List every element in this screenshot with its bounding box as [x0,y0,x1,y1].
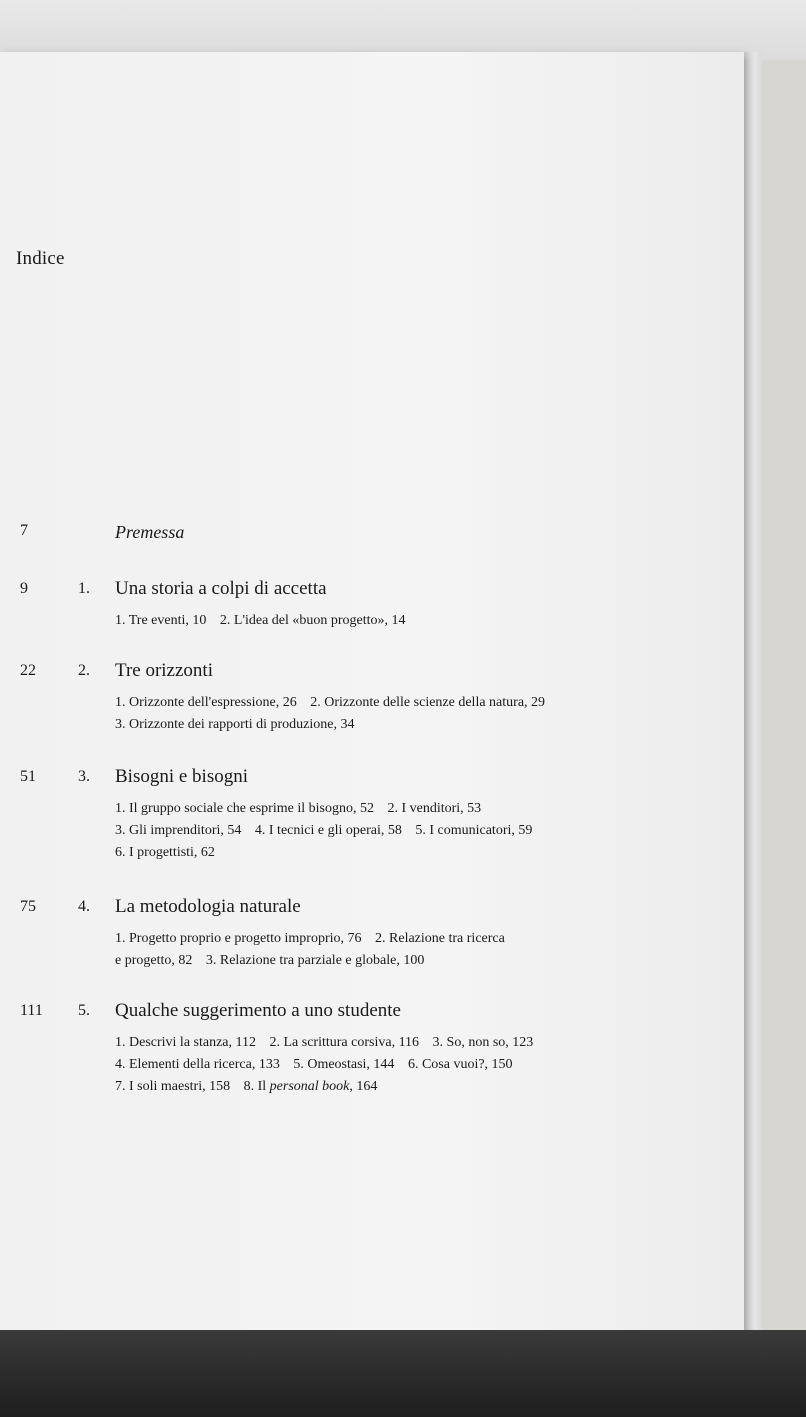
toc-sections [115,928,515,972]
book-page [0,52,744,1340]
page-title: Indice [16,248,65,269]
toc-section: 3. Gli imprenditori, 54 [115,823,242,838]
toc-section-line [115,692,555,714]
toc-section: 1. Tre eventi, 10 [115,613,207,628]
toc-page-number: 111 [20,1002,43,1019]
toc-section: 2. Relazione tra ricerca [375,931,505,946]
background-top [0,0,806,60]
toc-sections [115,692,555,736]
toc-section: 1. Il gruppo sociale che esprime il bisogno, 52 [115,801,374,816]
toc-section: 2. L'idea del «buon progetto», 14 [219,613,406,628]
toc-section-line [115,842,542,864]
background-bottom [0,1330,806,1417]
toc-chapter-number: 2. [78,662,90,679]
toc-page-number: 7 [20,522,28,539]
toc-page-number: 9 [20,580,28,597]
toc-sections [115,1032,543,1098]
toc-section-prefix: 8. Il [243,1079,270,1094]
toc-chapter-number: 1. [78,580,90,597]
toc-section: 7. I soli maestri, 158 [115,1079,231,1094]
toc-chapter-title: Una storia a colpi di accetta [115,578,327,599]
toc-section: 3. So, non so, 123 [432,1035,534,1050]
toc-section: 1. Descrivi la stanza, 112 [115,1035,256,1050]
toc-chapter-number: 5. [78,1002,90,1019]
toc-section: e progetto, 82 [115,953,193,968]
toc-chapter-title: Qualche suggerimento a uno studente [115,1000,401,1021]
toc-section: 3. Relazione tra parziale e globale, 100 [205,953,425,968]
toc-section-line [115,714,555,736]
toc-section: 6. Cosa vuoi?, 150 [407,1057,513,1072]
toc-page-number: 75 [20,898,36,915]
toc-section-line [115,1054,543,1076]
toc-section: 4. I tecnici e gli operai, 58 [254,823,402,838]
toc-chapter-title: Premessa [115,522,185,542]
toc-section: 1. Progetto proprio e progetto improprio, 76 [115,931,362,946]
toc-chapter-title: Bisogni e bisogni [115,766,249,787]
toc-section: 2. La scrittura corsiva, 116 [269,1035,420,1050]
toc-section-line [115,820,542,842]
toc-section: 2. Orizzonte delle scienze della natura, 29 [310,695,546,710]
toc-section-italic: personal book [269,1079,350,1094]
toc-section-line [115,1032,543,1054]
toc-section-suffix: , 164 [349,1079,378,1094]
toc-section-line [115,1076,543,1098]
toc-chapter-title: Tre orizzonti [115,660,213,681]
toc-section: 1. Orizzonte dell'espressione, 26 [115,695,297,710]
toc-page-number: 22 [20,662,36,679]
toc-page-number: 51 [20,768,36,785]
toc-chapter-number: 4. [78,898,90,915]
page-edge [744,52,762,1342]
toc-section: 2. I venditori, 53 [387,801,482,816]
toc-sections [115,610,416,632]
toc-section-personal-book [244,1079,378,1094]
toc-chapter-title: La metodologia naturale [115,896,301,917]
toc-section-line [115,928,515,950]
toc-chapter-number: 3. [78,768,90,785]
toc-section: 3. Orizzonte dei rapporti di produzione, 34 [115,717,355,732]
toc-section: 5. Omeostasi, 144 [293,1057,395,1072]
toc-section: 6. I progettisti, 62 [115,845,215,860]
toc-section: 5. I comunicatori, 59 [415,823,533,838]
toc-section-line [115,798,542,820]
toc-section: 4. Elementi della ricerca, 133 [115,1057,280,1072]
toc-sections [115,798,542,864]
toc-section-line [115,610,416,632]
toc-section-line [115,950,515,972]
